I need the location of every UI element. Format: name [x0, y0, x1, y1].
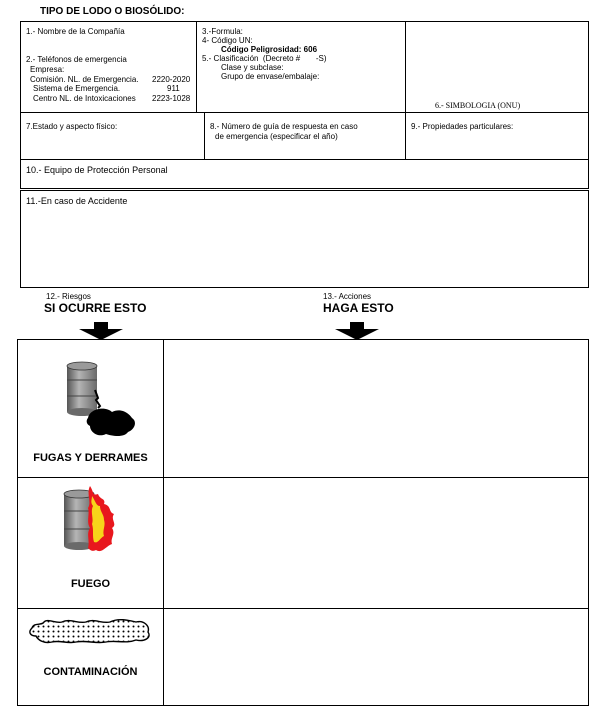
equipo-box [20, 159, 589, 189]
hazard-label-contaminacion: CONTAMINACIÓN [43, 666, 138, 678]
equipo-label: 10.- Equipo de Protección Personal [26, 165, 168, 175]
guia-label-line2: de emergencia (especificar el año) [215, 132, 338, 141]
emergency-phones-title: 2.- Teléfonos de emergencia [26, 55, 127, 64]
clasificacion-label: 5.- Clasificación (Decreto # -S) [202, 54, 327, 63]
phone-row-3-label: Centro NL. de Intoxicaciones [33, 94, 136, 103]
accidente-label: 11.-En caso de Accidente [26, 196, 128, 206]
acciones-heading: HAGA ESTO [323, 301, 394, 315]
hazards-row-divider-2 [17, 608, 589, 609]
propiedades-box [405, 112, 589, 160]
phone-row-1-value: 2220-2020 [152, 75, 191, 84]
company-name-label: 1.- Nombre de la Compañía [26, 27, 125, 36]
leaking-barrel-icon [62, 360, 142, 440]
hazards-row-divider-1 [17, 477, 589, 478]
riesgos-arrow-stem [94, 322, 108, 330]
phone-row-1-label: Comisión. NL. de Emergencia. [30, 75, 139, 84]
contamination-cloud-icon [26, 614, 154, 648]
grupo-label: Grupo de envase/embalaje: [221, 72, 320, 81]
accidente-box [20, 190, 589, 288]
riesgos-number: 12.- Riesgos [46, 292, 91, 301]
phone-row-3-value: 2223-1028 [152, 94, 191, 103]
guia-label-line1: 8.- Número de guía de respuesta en caso [210, 122, 358, 131]
burning-barrel-icon [60, 484, 140, 556]
simbologia-label: 6.- SIMBOLOGIA (ONU) [435, 101, 521, 110]
phone-row-2-label: Sistema de Emergencia. [33, 84, 121, 93]
formula-box [196, 21, 406, 113]
clase-label: Clase y subclase: [221, 63, 284, 72]
propiedades-label: 9.- Propiedades particulares: [411, 122, 514, 131]
guia-box [204, 112, 406, 160]
codigo-un-label: 4- Código UN: [202, 36, 253, 45]
acciones-number: 13.- Acciones [323, 292, 372, 301]
page-title: TIPO DE LODO O BIOSÓLIDO: [40, 6, 185, 17]
codigo-peligrosidad-label: Código Peligrosidad: 606 [221, 45, 318, 54]
hazard-label-fugas: FUGAS Y DERRAMES [33, 452, 148, 464]
formula-label: 3.-Formula: [202, 27, 243, 36]
hazards-column-divider [163, 339, 164, 706]
simbologia-box [405, 21, 589, 113]
hazard-label-fuego: FUEGO [70, 578, 111, 590]
estado-label: 7.Estado y aspecto físico: [26, 122, 118, 131]
company-phones-box [20, 21, 197, 113]
acciones-arrow-stem [350, 322, 364, 330]
estado-box [20, 112, 205, 160]
phone-row-2-value: 911 [167, 84, 180, 93]
empresa-label: Empresa: [30, 65, 65, 74]
riesgos-heading: SI OCURRE ESTO [44, 301, 147, 315]
